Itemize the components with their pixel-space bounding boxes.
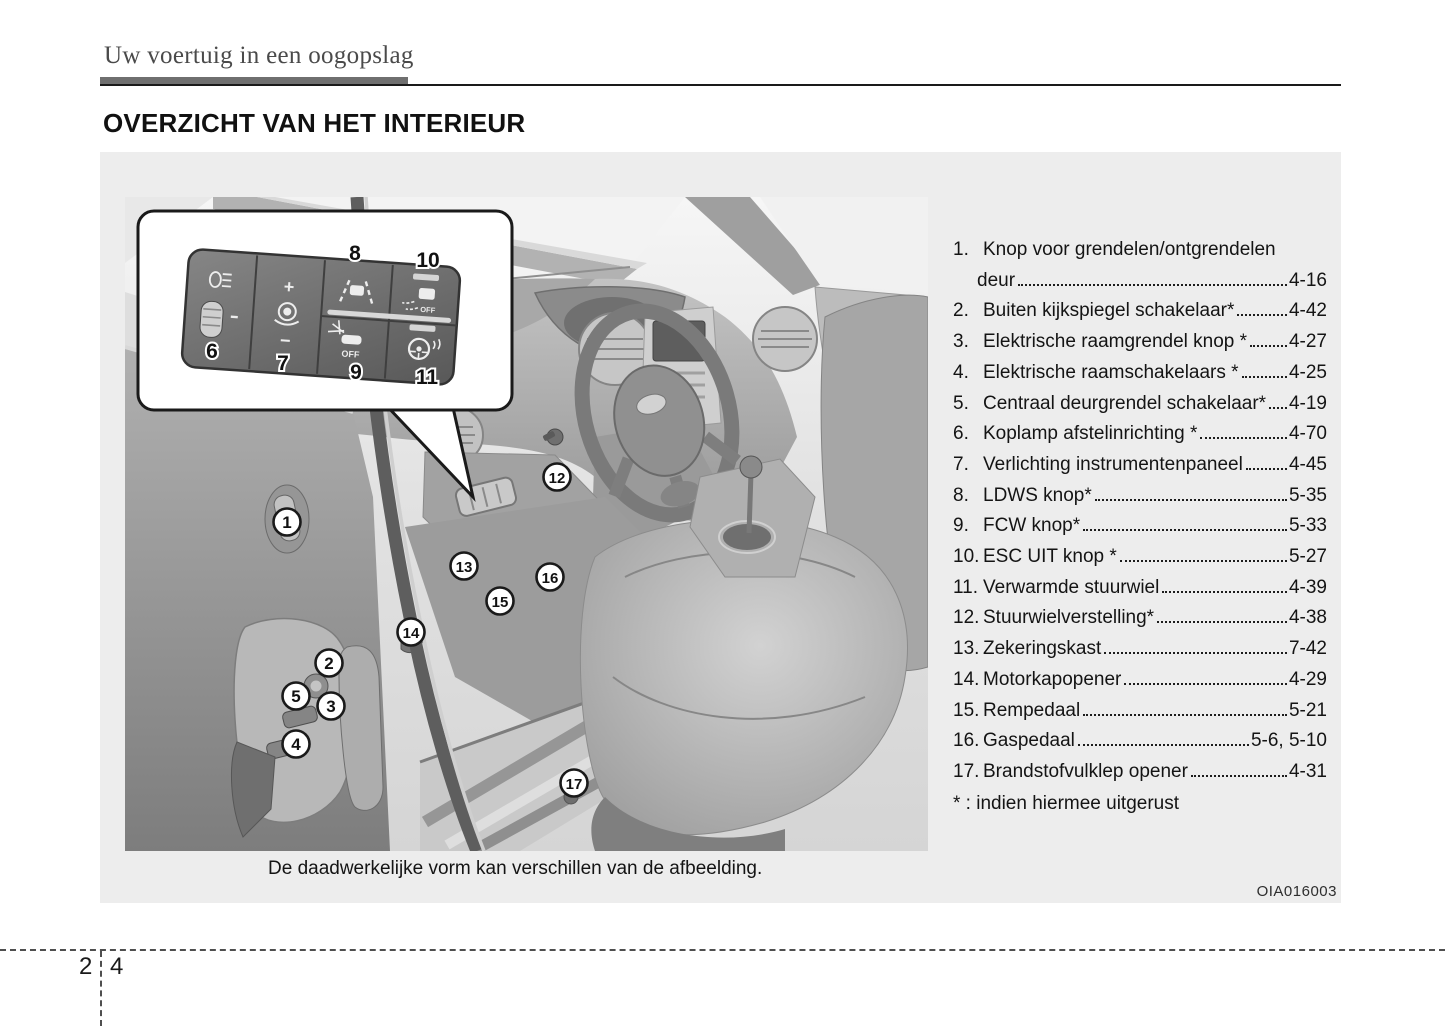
index-item [953, 665, 1327, 696]
callout-number-11: 11 [415, 366, 439, 389]
dot-leader [1269, 407, 1287, 409]
index-item [953, 327, 1327, 358]
marker-label-3: 3 [326, 697, 336, 716]
esc-off-label: OFF [419, 304, 436, 315]
callout-number-10: 10 [416, 249, 440, 272]
index-item-page: 4-45 [1288, 453, 1327, 475]
index-item-number: 13. [953, 638, 980, 660]
index-item [953, 450, 1327, 481]
dot-leader [1237, 314, 1287, 316]
index-item-page: 5-33 [1288, 515, 1327, 537]
fcw-off-label: OFF [341, 348, 360, 360]
index-item-page: 4-19 [1288, 392, 1327, 414]
dot-leader [1157, 621, 1287, 623]
dot-leader [1162, 591, 1287, 593]
figure-caption: De daadwerkelijke vorm kan verschillen van de afbeelding. [268, 858, 763, 879]
index-item-number: 4. [953, 361, 969, 383]
figure-image-code: OIA016003 [1256, 883, 1337, 900]
dot-leader [1078, 744, 1249, 746]
index-item [953, 389, 1327, 420]
index-item-page: 5-35 [1288, 484, 1327, 506]
dot-leader [1083, 529, 1287, 531]
index-item-number: 11. [953, 576, 979, 598]
index-item-page: 7-42 [1288, 638, 1327, 660]
index-item-page: 4-70 [1288, 423, 1327, 445]
index-item [953, 542, 1327, 573]
marker-label-17: 17 [565, 776, 583, 793]
index-item-page: 4-25 [1288, 361, 1327, 383]
index-item-number: 6. [953, 423, 969, 445]
index-item [953, 511, 1327, 542]
dot-leader [1250, 345, 1287, 347]
marker-label-4: 4 [291, 735, 301, 754]
index-item-page: 4-39 [1288, 576, 1327, 598]
index-item-page: 5-27 [1288, 546, 1327, 568]
index-item-number: 10. [953, 546, 980, 568]
dot-leader [1120, 560, 1287, 562]
index-item-page: 5-21 [1288, 699, 1327, 721]
marker-label-1: 1 [282, 513, 292, 532]
callout-number-9: 9 [350, 361, 362, 384]
brightness-plus: + [283, 276, 295, 298]
index-item-page: 4-27 [1288, 331, 1327, 353]
callout-number-8: 8 [349, 242, 361, 265]
callout-number-6: 6 [206, 340, 218, 363]
index-item-continuation [953, 266, 1327, 297]
car-interior-illustration [125, 197, 928, 851]
index-item [953, 358, 1327, 389]
index-item [953, 419, 1327, 450]
index-item [953, 603, 1327, 634]
index-item-label: deur [977, 269, 1016, 291]
index-item [953, 573, 1327, 604]
marker-label-13: 13 [455, 559, 473, 576]
shift-lever [749, 473, 751, 533]
index-item-page: 4-16 [1288, 269, 1327, 291]
leveling-dial [199, 301, 223, 338]
page-number-chapter: 2 [79, 953, 93, 980]
index-item [953, 634, 1327, 665]
marker-label-12: 12 [548, 470, 566, 487]
index-item-label: Brandstofvulklep opener [983, 760, 1188, 782]
index-item [953, 296, 1327, 327]
marker-label-2: 2 [324, 654, 334, 673]
marker-label-14: 14 [402, 625, 420, 642]
index-item-label: Knop voor grendelen/ontgrendelen [983, 239, 1276, 260]
index-item-page: 5-6, 5-10 [1250, 730, 1327, 752]
dot-leader [1246, 468, 1287, 470]
index-item-label: Motorkapopener [983, 668, 1122, 690]
index-item-label: Verlichting instrumentenpaneel [983, 453, 1243, 475]
index-item-page: 4-31 [1288, 760, 1327, 782]
index-item [953, 235, 1327, 266]
index-item-label: Stuurwielverstelling* [983, 607, 1155, 629]
index-item-number: 5. [953, 392, 969, 414]
interior-index-list [953, 235, 1327, 819]
index-footnote: * : indien hiermee uitgerust [953, 792, 1180, 814]
dot-leader [1191, 775, 1287, 777]
index-item-label: LDWS knop* [983, 484, 1092, 506]
index-item [953, 696, 1327, 727]
dot-leader [1095, 499, 1287, 501]
brightness-minus: − [279, 330, 292, 351]
figure-panel [100, 152, 1341, 903]
index-item-number: 16. [953, 730, 980, 752]
header-rule [100, 84, 1341, 86]
index-item-page: 4-29 [1288, 668, 1327, 690]
index-item-label: Rempedaal [983, 699, 1081, 721]
marker-label-15: 15 [491, 594, 509, 611]
index-item-label: Buiten kijkspiegel schakelaar* [983, 300, 1235, 322]
index-item-page: 4-38 [1288, 607, 1327, 629]
dot-leader [1124, 683, 1287, 685]
page-number-page: 4 [110, 953, 124, 980]
index-item-label: FCW knop* [983, 515, 1081, 537]
marker-label-5: 5 [291, 687, 301, 706]
index-item-label: Zekeringskast [983, 638, 1102, 660]
dot-leader [1200, 437, 1287, 439]
shift-knob [740, 456, 762, 478]
index-item-label: Koplamp afstelinrichting * [983, 423, 1198, 445]
index-item-number: 1. [953, 239, 969, 260]
index-item-number: 2. [953, 300, 969, 322]
index-item-number: 17. [953, 760, 980, 782]
page-title: OVERZICHT VAN HET INTERIEUR [103, 108, 526, 138]
crop-mark-vertical [100, 951, 102, 1026]
dot-leader [1083, 714, 1287, 716]
index-item-label: Centraal deurgrendel schakelaar* [983, 392, 1267, 414]
index-item-label: Verwarmde stuurwiel [983, 576, 1160, 598]
dot-leader [1242, 376, 1287, 378]
breadcrumb: Uw voertuig in een oogopslag [104, 42, 414, 69]
index-item-number: 3. [953, 331, 969, 353]
index-item [953, 726, 1327, 757]
index-item-label: Elektrische raamschakelaars * [983, 361, 1239, 383]
index-item-page: 4-42 [1288, 300, 1327, 322]
index-item [953, 481, 1327, 512]
dot-leader [1018, 284, 1287, 286]
mirror-knob-center [311, 681, 322, 692]
index-item-number: 9. [953, 515, 969, 537]
index-item-number: 8. [953, 484, 969, 506]
index-item-number: 7. [953, 453, 969, 475]
index-item-number: 15. [953, 699, 980, 721]
marker-label-16: 16 [541, 570, 559, 587]
callout-number-7: 7 [277, 352, 289, 375]
index-item [953, 757, 1327, 788]
index-item-number: 12. [953, 607, 980, 629]
index-item-label: Gaspedaal [983, 730, 1075, 752]
index-item-label: ESC UIT knop * [983, 546, 1117, 568]
index-item-number: 14. [953, 668, 980, 690]
dot-leader [1104, 652, 1287, 654]
crop-mark-horizontal [0, 949, 1445, 951]
index-item-label: Elektrische raamgrendel knop * [983, 331, 1248, 353]
